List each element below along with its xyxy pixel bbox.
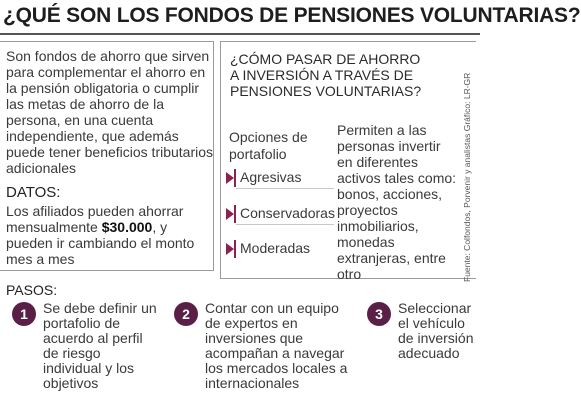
step-number-badge: 3 [367, 302, 391, 326]
datos-amount: $30.000 [101, 219, 153, 235]
option-divider [236, 224, 334, 225]
page-title: ¿QUÉ SON LOS FONDOS DE PENSIONES VOLUNTARIAS? [3, 4, 581, 27]
investment-heading: ¿CÓMO PASAR DE AHORRO A INVERSIÓN A TRAVÉS DE PENSIONES VOLUNTARIAS? [230, 51, 422, 99]
option-marker [234, 240, 236, 258]
option-marker [234, 169, 236, 187]
source-credit: Fuente: Colfondos, Porvenir y analistas Gráfico: LR-GR [462, 72, 472, 282]
option-label: Moderadas [240, 240, 311, 256]
option-label: Conservadoras [240, 205, 335, 221]
arrow-right-icon [226, 208, 234, 220]
datos-text-before: Los afiliados pueden ahorrar mensualmente [6, 203, 184, 235]
arrow-right-icon [226, 172, 234, 184]
option-divider [236, 188, 334, 189]
option-marker [234, 205, 236, 223]
step-number-badge: 1 [12, 302, 36, 326]
datos-heading: DATOS: [6, 184, 61, 201]
steps-heading: PASOS: [6, 282, 58, 298]
option-label: Agresivas [240, 169, 302, 185]
step-text: Contar con un equipo de expertos en inversiones que acompañan a navegar los mercados locales a internacionales [205, 300, 348, 391]
investment-description: Permiten a las personas invertir en diferentes activos tales como: bonos, acciones, proyectos inmobiliarios, monedas extranjeras, entre otro [337, 122, 457, 282]
arrow-right-icon [226, 243, 234, 255]
datos-text [6, 203, 211, 267]
step-text: Se debe definir un portafolio de acuerdo al perfil de riesgo individual y los objetivos [43, 300, 157, 391]
step-text: Seleccionar el vehículo de inversión adecuado [398, 300, 474, 361]
options-heading: Opciones de portafolio [229, 129, 308, 162]
title-divider [0, 33, 480, 35]
datos-text-after: , y pueden ir cambiando el monto mes a mes [6, 219, 195, 267]
intro-text: Son fondos de ahorro que sirven para complementar el ahorro en la pensión obligatoria o cumplir las metas de ahorro de la persona, en una cuenta independiente, que además puede tener beneficios tributarios adicionales [6, 48, 214, 176]
step-number-badge: 2 [174, 302, 198, 326]
source-credit-area [459, 72, 475, 282]
